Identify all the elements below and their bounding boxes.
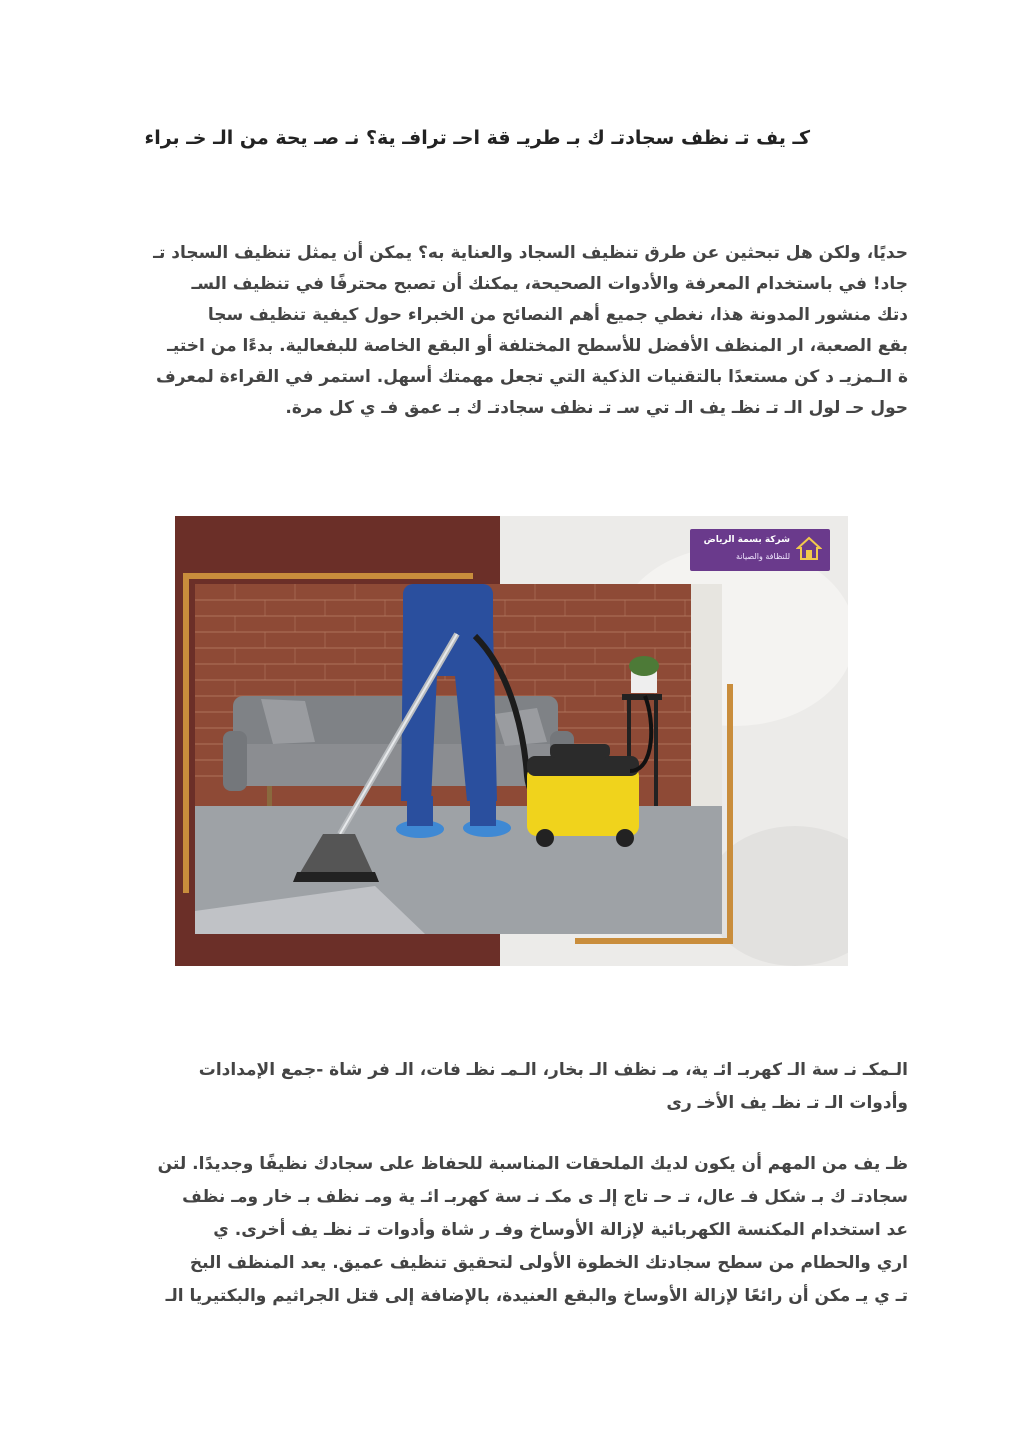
intro-line: دتك منشور المدونة هذا، نغطي جميع أهم النصائح من الخبراء حول كيفية تنظيف سجا xyxy=(207,305,908,325)
page-title: كـ يف تـ نظف سجادتـ ك بـ طريـ قة احـ ترافـ ية؟ نـ صـ يحة من الـ خـ براء xyxy=(144,127,810,149)
body-line: تـ ي يـ مكن أن رائعًا لإزالة الأوساخ والبقع العنيدة، بالإضافة إلى قتل الجراثيم والبكتيريا الـ xyxy=(165,1286,908,1306)
intro-paragraph xyxy=(118,238,908,424)
body-paragraph xyxy=(118,1148,908,1313)
intro-line: ة الـمزيـ د كن مستعدًا بالتقنيات الذكية التي تجعل مهمتك أسهل. استمر في القراءة لمعرف xyxy=(156,367,908,387)
section-heading-line: الـمكـ نـ سة الـ كهربـ ائـ ية، مـ نظف الـ بخار، الـمـ نظـ فات، الـ فر شاة -جمع الإمدادات xyxy=(198,1060,908,1080)
room-photo xyxy=(195,584,722,934)
intro-line: حول حـ لول الـ تـ نظـ يف الـ تي سـ تـ نظف سجادتـ ك بـ عمق فـ ي كل مرة. xyxy=(285,398,908,418)
carpet-cleaning-photo xyxy=(175,516,848,966)
intro-line: بقع الصعبة، ار المنظف الأفضل للأسطح المختلفة أو البقع الخاصة للبفعالية. بدءًا من اختيـ xyxy=(167,336,908,356)
logo-tagline: للنظافة والصيانة xyxy=(736,552,790,561)
gold-frame-top xyxy=(183,573,473,579)
section-heading-line: وأدوات الـ تـ نظـ يف الأخـ رى xyxy=(666,1093,908,1113)
body-line: اري والحطام من سطح سجادتك الخطوة الأولى لتحقيق تنظيف عميق. يعد المنظف البخ xyxy=(189,1253,908,1273)
logo-company-name: شركة بسمة الرياض xyxy=(703,535,790,545)
house-icon xyxy=(796,536,822,562)
body-line: ظـ يف من المهم أن يكون لديك الملحقات المناسبة للحفاظ على سجادك نظيفًا وجديدًا. لتن xyxy=(157,1154,908,1174)
intro-line: جاد! في باستخدام المعرفة والأدوات الصحيحة، يمكنك أن تصبح محترفًا في تنظيف السـ xyxy=(191,274,908,294)
gold-frame-bottom xyxy=(575,938,733,944)
gold-frame-left xyxy=(183,573,189,893)
body-line: سجادتـ ك بـ شكل فـ عال، تـ حـ تاج إلـ ى مكـ نـ سة كهربـ ائـ ية ومـ نظف بـ خار ومـ نظف xyxy=(182,1187,908,1207)
company-logo xyxy=(690,529,830,571)
section-heading xyxy=(118,1054,908,1120)
body-line: عد استخدام المكنسة الكهربائية لإزالة الأوساخ وفـ ر شاة وأدوات تـ نظـ يف أخرى. ي xyxy=(213,1220,908,1240)
gold-frame-right xyxy=(727,684,733,944)
intro-line: حديًا، ولكن هل تبحثين عن طرق تنظيف السجاد والعناية به؟ يمكن أن يمثل تنظيف السجاد تـ xyxy=(153,243,908,263)
photo-illustration xyxy=(175,516,848,966)
